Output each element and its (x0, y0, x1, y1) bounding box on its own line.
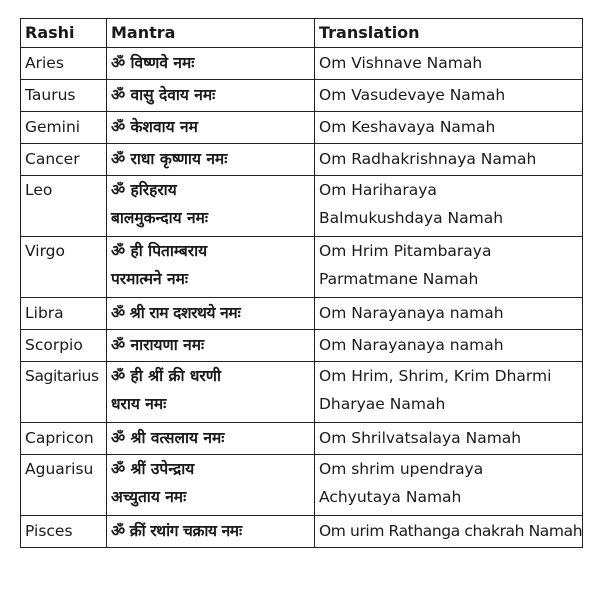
mantra-cell: ॐ श्री वत्सलाय नमः (107, 423, 315, 455)
translation-cell: Om Vasudevaye Namah (315, 80, 583, 112)
header-row (21, 19, 583, 48)
table-row (21, 237, 583, 298)
table-row (21, 48, 583, 80)
table-row (21, 112, 583, 144)
rashi-cell: Scorpio (21, 330, 107, 362)
rashi-cell: Gemini (21, 112, 107, 144)
mantra-cell: ॐ हरिहराय बालमुकन्दाय नमः (107, 176, 315, 237)
mantra-cell: ॐ क्रीं रथांग चक्राय नमः (107, 516, 315, 548)
rashi-mantra-table (20, 18, 583, 548)
translation-cell: Om Narayanaya namah (315, 330, 583, 362)
mantra-cell: ॐ ही श्रीं क्री धरणी धराय नमः (107, 362, 315, 423)
rashi-cell: Pisces (21, 516, 107, 548)
mantra-cell: ॐ राधा कृष्णाय नमः (107, 144, 315, 176)
mantra-cell: ॐ केशवाय नम (107, 112, 315, 144)
header-mantra: Mantra (107, 19, 315, 48)
table-row (21, 423, 583, 455)
rashi-cell: Leo (21, 176, 107, 237)
translation-cell: Om urim Rathanga chakrah Namah (315, 516, 583, 548)
rashi-cell: Sagitarius (21, 362, 107, 423)
translation-cell: Om Hrim Pitambaraya Parmatmane Namah (315, 237, 583, 298)
translation-cell: Om Vishnave Namah (315, 48, 583, 80)
header-translation: Translation (315, 19, 583, 48)
table-row (21, 176, 583, 237)
translation-cell: Om Hrim, Shrim, Krim Dharmi Dharyae Namah (315, 362, 583, 423)
rashi-mantra-sheet (20, 18, 582, 548)
mantra-cell: ॐ नारायणा नमः (107, 330, 315, 362)
rashi-cell: Aries (21, 48, 107, 80)
rashi-cell: Aguarisu (21, 455, 107, 516)
rashi-cell: Virgo (21, 237, 107, 298)
mantra-cell: ॐ श्री राम दशरथये नमः (107, 298, 315, 330)
translation-cell: Om Shrilvatsalaya Namah (315, 423, 583, 455)
translation-cell: Om Radhakrishnaya Namah (315, 144, 583, 176)
mantra-cell: ॐ वासु देवाय नमः (107, 80, 315, 112)
rashi-cell: Taurus (21, 80, 107, 112)
table-row (21, 330, 583, 362)
rashi-cell: Cancer (21, 144, 107, 176)
mantra-cell: ॐ विष्णवे नमः (107, 48, 315, 80)
table-row (21, 362, 583, 423)
translation-cell: Om Hariharaya Balmukushdaya Namah (315, 176, 583, 237)
translation-cell: Om Narayanaya namah (315, 298, 583, 330)
header-rashi: Rashi (21, 19, 107, 48)
table-row (21, 80, 583, 112)
translation-cell: Om Keshavaya Namah (315, 112, 583, 144)
table-row (21, 455, 583, 516)
rashi-cell: Libra (21, 298, 107, 330)
table-row (21, 298, 583, 330)
translation-cell: Om shrim upendraya Achyutaya Namah (315, 455, 583, 516)
mantra-cell: ॐ ही पिताम्बराय परमात्मने नमः (107, 237, 315, 298)
mantra-cell: ॐ श्रीं उपेन्द्राय अच्युताय नमः (107, 455, 315, 516)
rashi-cell: Capricon (21, 423, 107, 455)
table-row (21, 144, 583, 176)
table-row (21, 516, 583, 548)
